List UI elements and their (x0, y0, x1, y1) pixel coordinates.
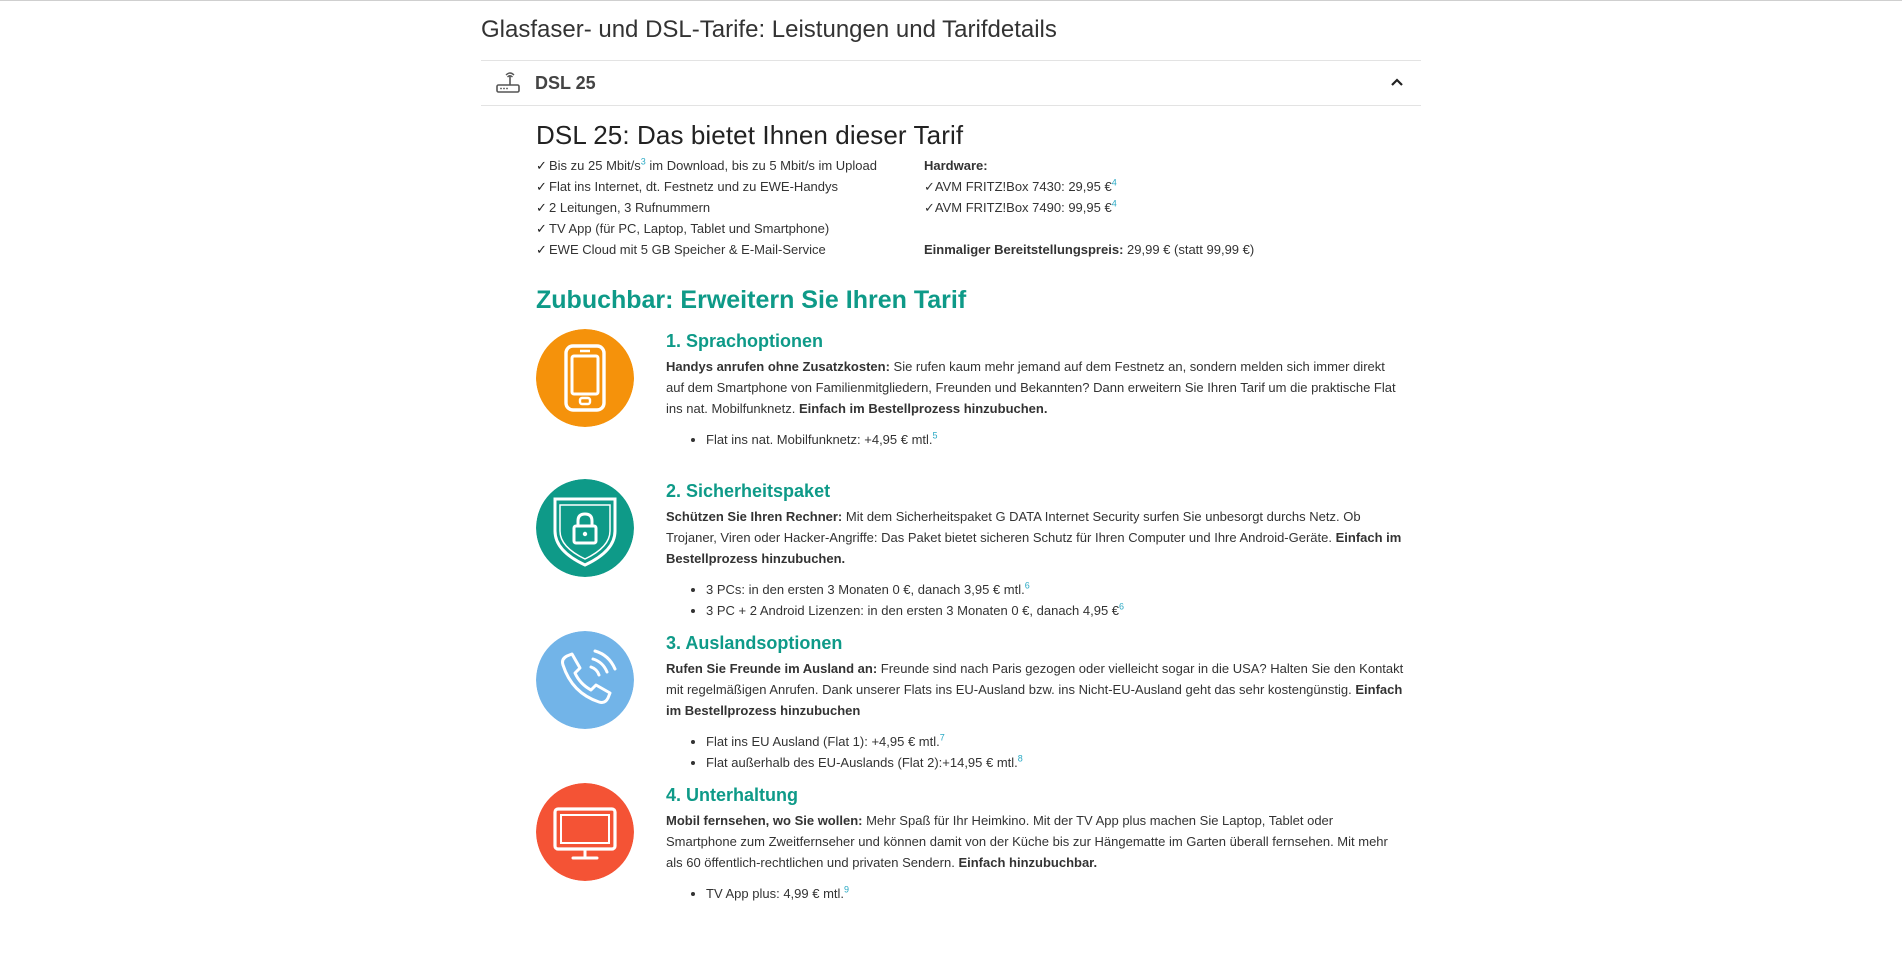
option-prices (666, 579, 1421, 621)
check-icon: ✓ (536, 179, 547, 194)
check-icon: ✓ (536, 200, 547, 215)
tariff-details-panel (481, 0, 1421, 933)
footnote-link[interactable]: 4 (1111, 198, 1117, 209)
feature-item: ✓ 2 Leitungen, 3 Rufnummern (536, 197, 924, 218)
hardware-label: Hardware: (924, 158, 988, 173)
page-title: Glasfaser- und DSL-Tarife: Leistungen und Tarifdetails (481, 16, 1057, 43)
tariff-heading: DSL 25: Das bietet Ihnen dieser Tarif (536, 120, 964, 150)
check-icon: ✓ (536, 158, 547, 173)
router-icon (495, 70, 521, 96)
tariff-features (536, 155, 1421, 260)
check-icon: ✓ (924, 179, 935, 194)
option-title: 4. Unterhaltung (666, 785, 799, 805)
check-icon: ✓ (536, 221, 547, 236)
addons-heading: Zubuchbar: Erweitern Sie Ihren Tarif (536, 286, 967, 314)
addon-option-security (536, 479, 1421, 621)
option-description: Schützen Sie Ihren Rechner: Mit dem Sicherheitspaket G DATA Internet Security surfen Sie unbesorgt durchs Netz. Ob Trojaner, Viren oder Hacker-Angriffe: Das Paket bietet sicheren Schutz für Ihren Computer und Ihre Android-Geräte. Einfach im Bestellprozess hinzubuchen. (666, 509, 1402, 566)
list-item: • Flat ins EU Ausland (Flat 1): +4,95 € mtl.$^7$ (706, 731, 1421, 752)
option-description: Rufen Sie Freunde im Ausland an: Freunde sind nach Paris gezogen oder vielleicht sogar in die USA? Halten Sie den Kontakt mit regelmäßigen Anrufen. Dank unserer Flats ins EU-Ausland bzw. ins Nicht-EU-Ausland geht das sehr kostengünstig. Einfach im Bestellprozess hinzubuchen (666, 661, 1404, 718)
option-title: 1. Sprachoptionen (666, 331, 824, 351)
check-icon: ✓ (924, 200, 935, 215)
footnote-link[interactable]: 4 (1111, 177, 1117, 188)
feature-item: ✓ Flat ins Internet, dt. Festnetz und zu EWE-Handys (536, 176, 924, 197)
list-item: • 3 PCs: in den ersten 3 Monaten 0 €, danach 3,95 € mtl.$^6$ (706, 579, 1421, 600)
footnote-link[interactable]: 6 (1119, 601, 1125, 612)
phone-call-icon (536, 631, 634, 729)
check-icon: ✓ (536, 242, 547, 257)
chevron-up-icon[interactable] (1387, 72, 1407, 92)
footnote-link[interactable]: 5 (932, 430, 938, 441)
feature-item: ✓ TV App (für PC, Laptop, Tablet und Smartphone) (536, 218, 924, 239)
option-description: Handys anrufen ohne Zusatzkosten: Sie rufen kaum mehr jemand auf dem Festnetz an, sondern melden sich immer direkt auf dem Smartphone von Familienmitgliedern, Freunden und Bekannten? Dann erweitern Sie Ihren Tarif um die praktische Flat ins nat. Mobilfunknetz. Einfach im Bestellprozess hinzubuchen. (666, 359, 1396, 416)
addon-option-entertainment (536, 783, 1421, 923)
setup-price: Einmaliger Bereitstellungspreis: 29,99 € (statt 99,99 €) (924, 242, 1255, 257)
list-item: • 3 PC + 2 Android Lizenzen: in den ersten 3 Monaten 0 €, danach 4,95 €$^6$ (706, 600, 1421, 621)
hardware-item: ✓AVM FRITZ!Box 7490: 99,95 €$^4$ (924, 198, 1117, 215)
list-item: • Flat ins nat. Mobilfunknetz: +4,95 € mtl.$^5$ (706, 429, 1421, 450)
addon-option-voice (536, 329, 1421, 469)
accordion-header-dsl-25[interactable] (481, 60, 1421, 106)
smartphone-icon (536, 329, 634, 427)
hardware-list (924, 155, 1344, 260)
feature-list (536, 155, 924, 260)
option-prices (666, 429, 1421, 450)
footnote-link[interactable]: 8 (1017, 753, 1023, 764)
footnote-link[interactable]: 7 (939, 732, 945, 743)
feature-item: ✓ Bis zu 25 Mbit/$s^3$ im Download, bis zu 5 Mbit/s im Upload (536, 155, 924, 176)
hardware-item: ✓AVM FRITZ!Box 7430: 29,95 €$^4$ (924, 177, 1117, 194)
tv-icon (536, 783, 634, 881)
shield-lock-icon (536, 479, 634, 577)
footnote-link[interactable]: 6 (1024, 580, 1030, 591)
footnote-link[interactable]: 9 (844, 884, 850, 895)
addon-option-international (536, 631, 1421, 773)
option-prices (666, 731, 1421, 773)
footnote-link[interactable]: 3 (640, 156, 646, 167)
option-title: 2. Sicherheitspaket (666, 481, 831, 501)
list-item: • TV App plus: 4,99 € mtl.$^9$ (706, 883, 1421, 904)
option-prices (666, 883, 1421, 904)
accordion-title: DSL 25 (535, 72, 596, 93)
option-description: Mobil fernsehen, wo Sie wollen: Mehr Spaß für Ihr Heimkino. Mit der TV App plus machen Sie Laptop, Tablet oder Smartphone zum Zweitfernseher und können damit von der Küche bis zur Hängematte im Garten überall fernsehen. Mit mehr als 60 öffentlich-rechtlichen und privaten Sendern. Einfach hinzubuchbar. (666, 813, 1388, 870)
feature-item: ✓ EWE Cloud mit 5 GB Speicher & E-Mail-Service (536, 239, 924, 260)
list-item: • Flat außerhalb des EU-Auslands (Flat 2):+14,95 € mtl.$^8$ (706, 752, 1421, 773)
accordion-content (481, 120, 1421, 923)
option-title: 3. Auslandsoptionen (666, 633, 843, 653)
